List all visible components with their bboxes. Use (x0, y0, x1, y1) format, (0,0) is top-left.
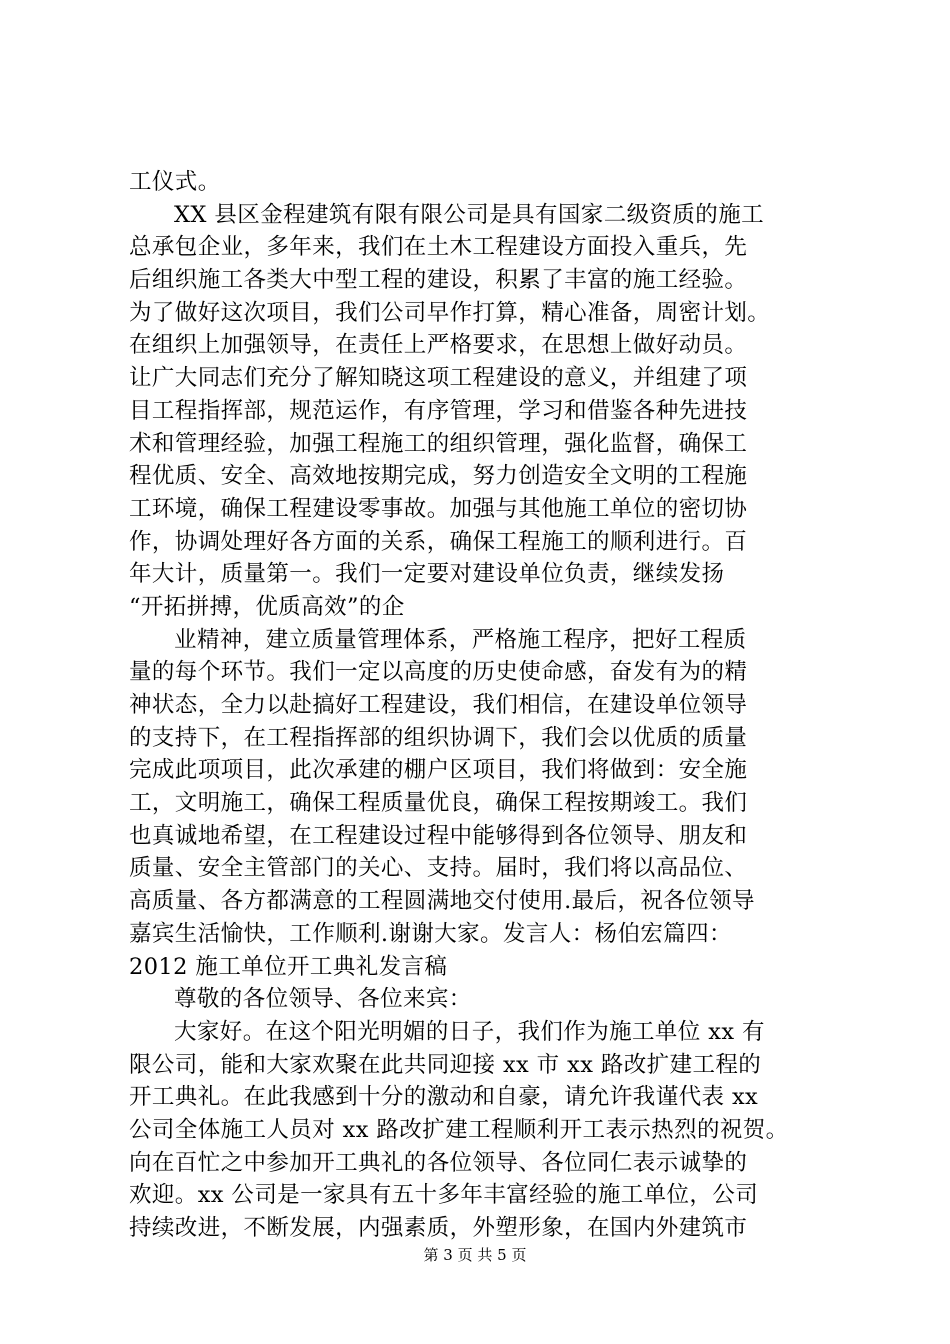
text-line: 尊敬的各位领导、各位来宾： (174, 986, 472, 1013)
text-line: 大家好。在这个阳光明媚的日子，我们作为施工单位 xx 有 (174, 1018, 765, 1045)
text-line: 2012 施工单位开工典礼发言稿 (129, 953, 448, 980)
text-line: 作，协调处理好各方面的关系，确保工程施工的顺利进行。百 (129, 528, 748, 555)
text-line: 量的每个环节。我们一定以高度的历史使命感，奋发有为的精 (129, 659, 748, 686)
text-line: 欢迎。xx 公司是一家具有五十多年丰富经验的施工单位，公司 (129, 1182, 759, 1209)
text-line: “开拓拼搏，优质高效”的企 (129, 593, 405, 620)
text-line: 让广大同志们充分了解知晓这项工程建设的意义，并组建了项 (129, 365, 748, 392)
text-line: 总承包企业，多年来，我们在土木工程建设方面投入重兵，先 (129, 234, 748, 261)
text-line: 工仪式。 (129, 169, 221, 195)
page-number-label: 第 3 页 共 5 页 (423, 1246, 527, 1264)
document-body (129, 166, 841, 1245)
text-line: 的支持下，在工程指挥部的组织协调下，我们会以优质的质量 (129, 724, 748, 751)
text-line: 目工程指挥部，规范运作，有序管理，学习和借鉴各种先进技 (129, 397, 748, 424)
text-line: XX 县区金程建筑有限有限公司是具有国家二级资质的施工 (174, 201, 764, 228)
text-line: 向在百忙之中参加开工典礼的各位领导、各位同仁表示诚挚的 (129, 1149, 748, 1176)
text-line: 神状态，全力以赴搞好工程建设，我们相信，在建设单位领导 (129, 692, 748, 718)
text-line: 嘉宾生活愉快，工作顺利.谢谢大家。发言人：杨伯宏篇四： (129, 920, 732, 947)
text-line: 质量、安全主管部门的关心、支持。届时，我们将以高品位、 (129, 855, 748, 882)
text-line: 在组织上加强领导，在责任上严格要求，在思想上做好动员。 (129, 332, 748, 359)
text-line: 开工典礼。在此我感到十分的激动和自豪，请允许我谨代表 xx (129, 1084, 759, 1111)
text-line: 后组织施工各类大中型工程的建设，积累了丰富的施工经验。 (129, 267, 748, 294)
text-line: 工环境，确保工程建设零事故。加强与其他施工单位的密切协 (129, 495, 748, 522)
text-line: 术和管理经验，加强工程施工的组织管理，强化监督，确保工 (129, 430, 748, 457)
text-line: 也真诚地希望，在工程建设过程中能够得到各位领导、朋友和 (129, 822, 748, 849)
text-line: 程优质、安全、高效地按期完成，努力创造安全文明的工程施 (129, 463, 748, 490)
text-line: 持续改进，不断发展，内强素质，外塑形象，在国内外建筑市 (129, 1215, 748, 1241)
text-line: 完成此项项目，此次承建的棚户区项目，我们将做到：安全施 (129, 757, 748, 784)
text-line: 限公司，能和大家欢聚在此共同迎接 xx 市 xx 路改扩建工程的 (129, 1051, 762, 1078)
text-line: 为了做好这次项目，我们公司早作打算，精心准备，周密计划。 (129, 299, 771, 326)
text-line: 高质量、各方都满意的工程圆满地交付使用.最后，祝各位领导 (129, 888, 755, 915)
text-line: 业精神，建立质量管理体系，严格施工程序，把好工程质 (174, 626, 747, 653)
text-line: 工，文明施工，确保工程质量优良，确保工程按期竣工。我们 (129, 790, 748, 817)
page-footer (0, 1245, 950, 1265)
text-line: 公司全体施工人员对 xx 路改扩建工程顺利开工表示热烈的祝贺。 (129, 1116, 789, 1143)
text-line: 年大计，质量第一。我们一定要对建设单位负责，继续发扬 (129, 561, 725, 588)
